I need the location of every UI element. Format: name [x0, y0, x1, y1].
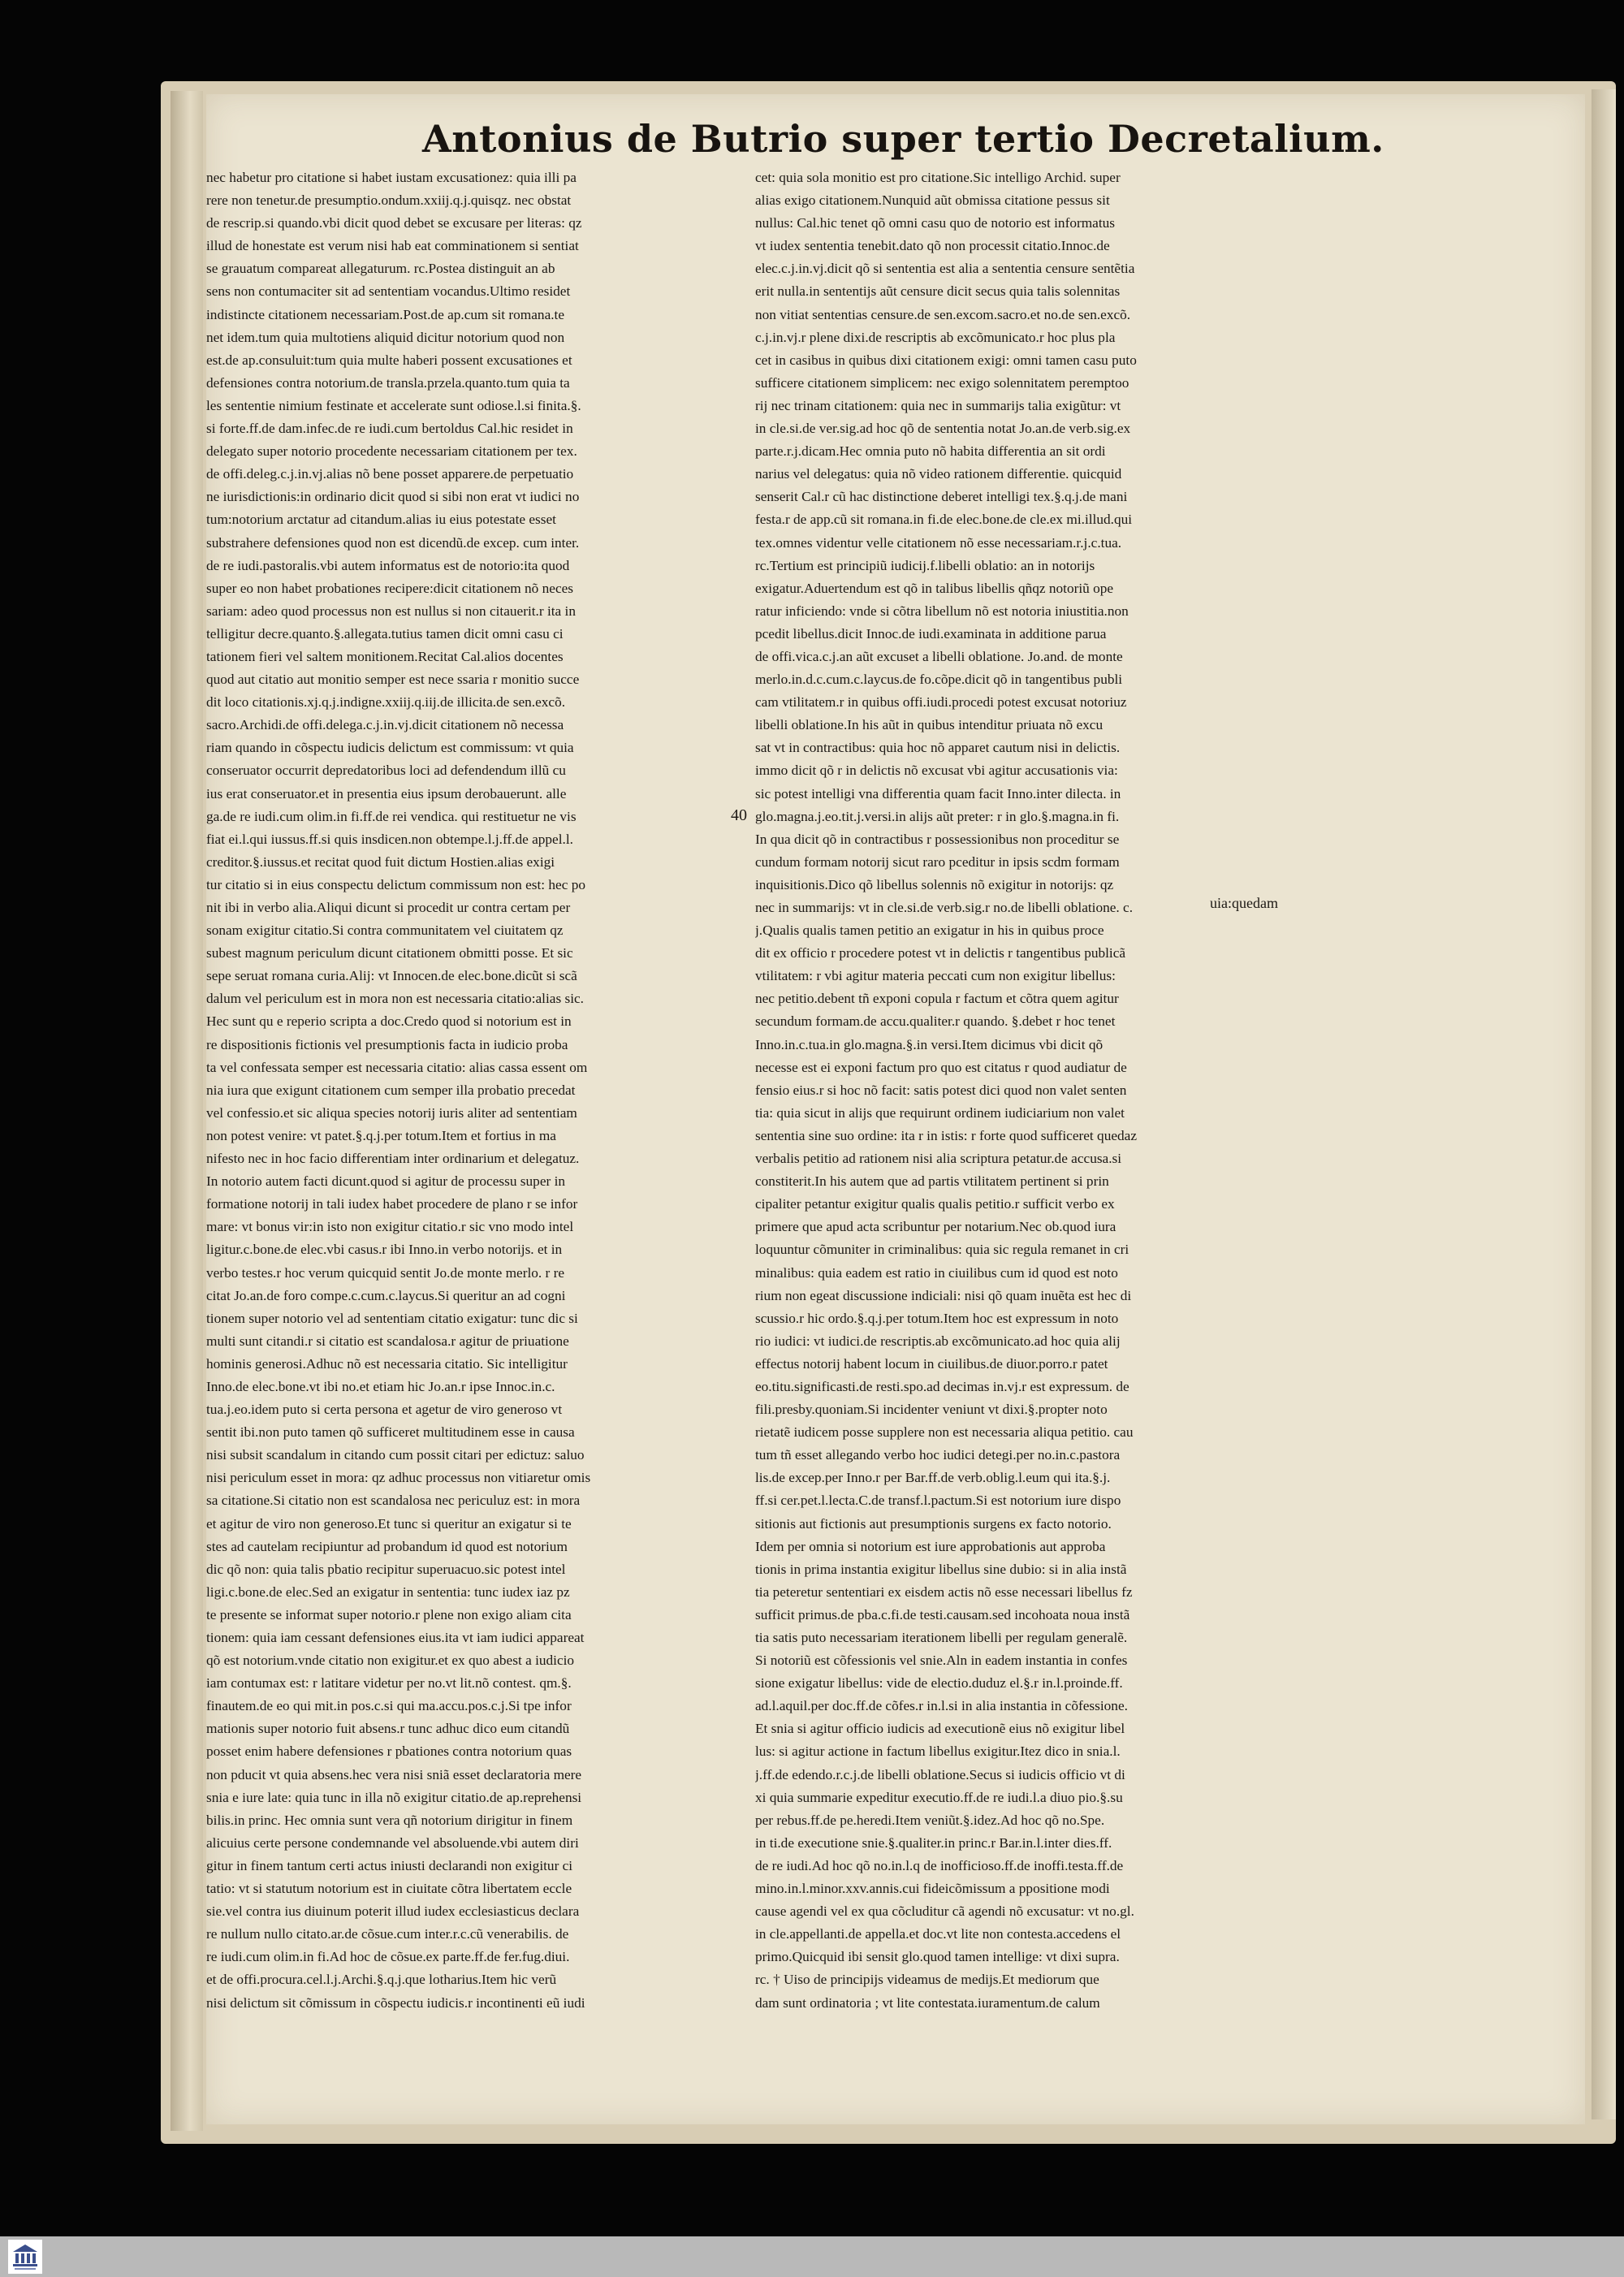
text-line: ad.l.aquil.per doc.ff.de cõfes.r in.l.si in alia instantia in cõfessione.	[755, 1698, 1128, 1714]
text-line: Idem per omnia si notorium est iure approbationis aut approba	[755, 1538, 1106, 1554]
text-line: nisi delictum sit cõmissum in cõspectu iudicis.r incontinenti eũ iudi	[206, 1994, 585, 2011]
text-line: cet: quia sola monitio est pro citatione.Sic intelligo Archid. super	[755, 170, 1121, 185]
text-line: et de offi.procura.cel.l.j.Archi.§.q.j.que lotharius.Item hic verũ	[206, 1972, 557, 1988]
text-line: Inno.in.c.tua.in glo.magna.§.in versi.Item dicimus vbi dicit qõ	[755, 1036, 1104, 1052]
text-line: substrahere defensiones quod non est dicendũ.de excep. cum inter.	[206, 534, 580, 551]
text-line: constiterit.In his autem que ad partis vtilitatem pertinent si prin	[755, 1173, 1109, 1190]
text-line: loquuntur cõmuniter in criminalibus: quia sic regula remanet in cri	[755, 1242, 1129, 1258]
text-line: inquisitionis.Dico qõ libellus solennis nõ exigitur in notorijs: qz	[755, 876, 1114, 892]
text-line: tationem fieri vel saltem monitionem.Recitat Cal.alios docentes	[206, 648, 564, 664]
text-line: Et snia si agitur officio iudicis ad executionẽ eius nõ exigitur libel	[755, 1721, 1125, 1737]
text-line: posset enim habere defensiones r pbationes contra notorium quas	[206, 1743, 572, 1760]
text-line: in ti.de executione snie.§.qualiter.in princ.r Bar.in.l.inter dies.ff.	[755, 1834, 1112, 1851]
text-line: sic potest intelligi vna differentia quam facit Inno.inter dilecta. in	[755, 785, 1121, 801]
text-line: pcedit libellus.dicit Innoc.de iudi.examinata in additione parua	[755, 625, 1107, 642]
text-line: Hec sunt qu e reperio scripta a doc.Credo quod si notorium est in	[206, 1013, 572, 1030]
text-line: vel confessio.et sic aliqua species notorij iuris aliter ad sententiam	[206, 1104, 577, 1121]
text-line: se grauatum compareat allegaturum. rc.Postea distinguit an ab	[206, 261, 555, 277]
text-line: scussio.r hic ordo.§.q.j.per totum.Item hoc est expressum in noto	[755, 1310, 1119, 1326]
library-building-icon	[8, 2240, 42, 2274]
text-line: dalum vel periculum est in mora non est necessaria citatio:alias sic.	[206, 991, 585, 1007]
text-line: effectus notorij habent locum in ciuilibus.de diuor.porro.r patet	[755, 1355, 1108, 1372]
text-line: non pducit vt quia absens.hec vera nisi sniã esset declaratoria mere	[206, 1766, 582, 1782]
text-line: rij nec trinam citationem: quia nec in summarijs talia exigũtur: vt	[755, 397, 1121, 413]
line-number-marker: 40	[731, 806, 747, 824]
text-line: ff.si cer.pet.l.lecta.C.de transf.l.pactum.Si est notorium iure dispo	[755, 1493, 1121, 1509]
text-line: de offi.vica.c.j.an aũt excuset a libelli oblatione. Jo.and. de monte	[755, 648, 1123, 664]
text-line: tua.j.eo.idem puto si certa persona et agetur de viro generoso vt	[206, 1402, 563, 1418]
text-line: glo.magna.j.eo.tit.j.versi.in alijs aũt preter: r in glo.§.magna.in fi.	[755, 808, 1120, 824]
text-line: in cle.si.de ver.sig.ad hoc qõ de sententia notat Jo.an.de verb.sig.ex	[755, 421, 1131, 437]
text-line: senserit Cal.r cũ hac distinctione deberet intelligi tex.§.q.j.de mani	[755, 489, 1128, 505]
text-line: tionem: quia iam cessant defensiones eius.ita vt iam iudici appareat	[206, 1630, 585, 1645]
text-line: merlo.in.d.c.cum.c.laycus.de fo.cõpe.dicit qõ in tangentibus publi	[755, 672, 1123, 688]
text-line: j.Qualis qualis tamen petitio an exigatur in his in quibus proce	[755, 922, 1104, 939]
text-line: nia iura que exigunt citationem cum semper illa probatio precedat	[206, 1082, 576, 1098]
text-line: non vitiat sententias censure.de sen.excom.sacro.et no.de sen.excõ.	[755, 306, 1131, 322]
text-line: si forte.ff.de dam.infec.de re iudi.cum bertoldus Cal.hic residet in	[206, 421, 573, 437]
text-line: eo.titu.significasti.de resti.spo.ad decimas in.vj.r est expressum. de	[755, 1378, 1129, 1394]
text-line: cause agendi vel ex qua cõcluditur cã agendi nõ excusatur: vt no.gl.	[755, 1903, 1134, 1920]
text-line: mare: vt bonus vir:in isto non exigitur citatio.r sic vno modo intel	[206, 1219, 574, 1235]
text-line: quod aut citatio aut monitio semper est nece ssaria r monitio succe	[206, 672, 580, 688]
text-line: sacro.Archidi.de offi.delega.c.j.in.vj.dicit citationem nõ necessa	[206, 717, 564, 733]
text-line: cet in casibus in quibus dixi citationem exigi: omni tamen casu puto	[755, 352, 1137, 368]
text-line: sentit ibi.non puto tamen qõ sufficeret multitudinem esse in causa	[206, 1424, 575, 1441]
text-line: nisi periculum esset in mora: qz adhuc processus non vitiaretur omis	[206, 1470, 591, 1486]
text-line: re iudi.cum olim.in fi.Ad hoc de cõsue.ex parte.ff.de fer.fug.diui.	[206, 1949, 570, 1965]
text-line: alicuius certe persone condemnande vel absoluende.vbi autem diri	[206, 1834, 579, 1851]
text-line: In notorio autem facti dicunt.quod si agitur de processu super in	[206, 1173, 566, 1190]
text-line: sententia sine suo ordine: ita r in istis: r forte quod sufficeret quedaz	[755, 1127, 1137, 1143]
text-line: sufficere citationem simplicem: nec exigo solennitatem peremptoo	[755, 374, 1129, 391]
text-line: cipaliter petantur exigitur qualis qualis petitio.r sufficit verbo ex	[755, 1196, 1115, 1212]
text-line: sariam: adeo quod processus non est nullus si non citauerit.r ita in	[206, 603, 576, 619]
text-line: finautem.de eo qui mit.in pos.c.si qui ma.accu.pos.c.j.Si tpe infor	[206, 1698, 572, 1714]
text-line: elec.c.j.in.vj.dicit qõ si sententia est alia a sententia censure sentẽtia	[755, 261, 1135, 277]
text-line: mationis super notorio fuit absens.r tunc adhuc dico eum citandũ	[206, 1721, 570, 1737]
text-line: sa citatione.Si citatio non est scandalosa nec periculuz est: in mora	[206, 1493, 581, 1509]
text-column-right	[755, 166, 1291, 2015]
text-line: rere non tenetur.de presumptio.ondum.xxiij.q.j.quisqz. nec obstat	[206, 192, 572, 209]
text-line: telligitur decre.quanto.§.allegata.tutius tamen dicit omni casu ci	[206, 625, 564, 642]
text-line: les sententie nimium festinate et accelerate sunt odiose.l.si finita.§.	[206, 397, 581, 413]
text-line: minalibus: quia eadem est ratio in ciuilibus cum id quod est noto	[755, 1264, 1118, 1281]
text-line: ligi.c.bone.de elec.Sed an exigatur in sententia: tunc iudex iaz pz	[206, 1584, 570, 1600]
text-line: ius erat conseruator.et in presentia eius ipsum derobauerunt. alle	[206, 785, 567, 801]
text-line: sie.vel contra ius diuinum poterit illud iudex ecclesiasticus declara	[206, 1903, 580, 1920]
text-line: sione exigatur libellus: vide de electio.duduz el.§.r in.l.proinde.ff.	[755, 1675, 1123, 1692]
text-line: fiat ei.l.qui iussus.ff.si quis insdicen.non obtempe.l.j.ff.de appel.l.	[206, 831, 573, 847]
text-line: festa.r de app.cũ sit romana.in fi.de elec.bone.de cle.ex mi.illud.qui	[755, 512, 1133, 528]
text-line: alias exigo citationem.Nunquid aũt obmissa citatione pessus sit	[755, 192, 1110, 209]
text-line: erit nulla.in sententijs aũt censure dicit secus quia talis solennitas	[755, 283, 1121, 300]
text-line: j.ff.de edendo.r.c.j.de libelli oblatione.Secus si iudicis officio vt di	[755, 1766, 1125, 1782]
text-line: gitur in finem tantum certi actus iniusti declarandi non exigitur ci	[206, 1857, 573, 1873]
text-line: dit loco citationis.xj.q.j.indigne.xxiij.q.iij.de illicita.de sen.excõ.	[206, 694, 566, 711]
text-line: rio iudici: vt iudici.de rescriptis.ab excõmunicato.ad hoc quia alij	[755, 1333, 1121, 1349]
text-line: In qua dicit qõ in contractibus r possessionibus non proceditur se	[755, 831, 1120, 847]
text-line: tex.omnes videntur velle citationem nõ esse necessariam.r.j.c.tua.	[755, 534, 1122, 551]
text-line: vt iudex sententia tenebit.dato qõ non processit citatio.Innoc.de	[755, 238, 1110, 254]
text-line: dic qõ non: quia talis pbatio recipitur superuacuo.sic potest intel	[206, 1561, 566, 1577]
text-line: de re iudi.Ad hoc qõ no.in.l.q de inofficioso.ff.de inoffi.testa.ff.de	[755, 1857, 1124, 1873]
text-line: iam contumax est: r latitare videtur per no.vt lit.nõ contest. qm.§.	[206, 1675, 572, 1692]
text-line: nisi subsit scandalum in citando cum possit citari per edictuz: saluo	[206, 1447, 585, 1463]
text-column-left	[206, 166, 726, 2015]
text-line: libelli oblatione.In his aũt in quibus intenditur priuata nõ excu	[755, 717, 1104, 733]
text-line: net idem.tum quia multotiens aliquid dicitur notorium quod non	[206, 329, 565, 345]
text-line: nec petitio.debent tñ exponi copula r factum et cõtra quem agitur	[755, 991, 1119, 1007]
text-line: parte.r.j.dicam.Hec omnia puto nõ habita differentia an sit ordi	[755, 443, 1106, 460]
text-line: nifesto nec in hoc facio differentiam inter ordinarium et delegatuz.	[206, 1151, 580, 1167]
text-line: te presente se informat super notorio.r plene non exigo aliam cita	[206, 1606, 572, 1622]
text-line: tum tñ esset allegando verbo hoc iudici detegi.per no.in.c.pastora	[755, 1447, 1121, 1463]
text-line: tionem super notorio vel ad sententiam citatio exigatur: tunc dic si	[206, 1310, 578, 1326]
text-line: nec habetur pro citatione si habet iustam excusationez: quia illi pa	[206, 170, 577, 185]
text-line: sonam exigitur citatio.Si contra communitatem vel ciuitatem qz	[206, 922, 564, 939]
text-line: cundum formam notorij sicut raro pceditur in ipsis scdm formam	[755, 853, 1120, 870]
text-line: Inno.de elec.bone.vt ibi no.et etiam hic Jo.an.r ipse Innoc.in.c.	[206, 1378, 555, 1394]
text-line: bilis.in princ. Hec omnia sunt vera qñ notorium dirigitur in finem	[206, 1812, 573, 1828]
text-line: hominis generosi.Adhuc nõ est necessaria citatio. Sic intelligitur	[206, 1355, 568, 1372]
text-line: vtilitatem: r vbi agitur materia peccati cum non exigitur libellus:	[755, 968, 1116, 984]
text-line: sat vt in contractibus: quia hoc nõ apparet cautum nisi in delictis.	[755, 740, 1121, 756]
text-line: delegato super notorio procedente necessariam citationem per tex.	[206, 443, 577, 460]
running-title: Antonius de Butrio super tertio Decretalium.	[422, 117, 1384, 161]
text-line: nit ibi in verbo alia.Aliqui dicunt si procedit ur contra certam per	[206, 900, 571, 915]
text-line: sitionis aut fictionis aut presumptionis surgens ex facto notorio.	[755, 1515, 1112, 1532]
text-line: tia satis puto necessariam iterationem libelli per regulam generalẽ.	[755, 1630, 1128, 1645]
text-line: ga.de re iudi.cum olim.in fi.ff.de rei vendica. qui restituetur ne vis	[206, 808, 577, 824]
text-line: indistincte citationem necessariam.Post.de ap.cum sit romana.te	[206, 306, 565, 322]
text-line: Si notoriũ est cõfessionis vel snie.Aln in eadem instantia in confes	[755, 1653, 1128, 1669]
text-line: sufficit primus.de pba.c.fi.de testi.causam.sed incohoata noua instã	[755, 1606, 1130, 1622]
text-line: sens non contumaciter sit ad sententiam vocandus.Ultimo residet	[206, 283, 571, 300]
text-line: riam quando in cõspectu iudicis delictum est commissum: vt quia	[206, 740, 574, 756]
text-line: ratur inficiendo: vnde si cõtra libellum nõ est notoria iniustitia.non	[755, 603, 1129, 619]
text-line: ligitur.c.bone.de elec.vbi casus.r ibi Inno.in verbo notorijs. et in	[206, 1242, 563, 1258]
text-line: c.j.in.vj.r plene dixi.de rescriptis ab excõmunicato.r hoc plus pla	[755, 329, 1116, 345]
text-line: formatione notorij in tali iudex habet procedere de plano r se infor	[206, 1196, 578, 1212]
text-line: rc. † Uiso de principijs videamus de medijs.Et mediorum que	[755, 1972, 1099, 1988]
text-line: rc.Tertium est principiũ iudicij.f.libelli oblatio: an in notorijs	[755, 557, 1095, 573]
text-line: verbalis petitio ad rationem nisi alia scriptura petatur.de accusa.si	[755, 1151, 1122, 1167]
adjacent-page-edge	[1592, 89, 1616, 2119]
text-line: exigatur.Aduertendum est qõ in talibus libellis qñqz notoriũ ope	[755, 580, 1114, 596]
text-line: secundum formam.de accu.qualiter.r quando. §.debet r hoc tenet	[755, 1013, 1116, 1030]
text-line: xi quia summarie expeditur executio.ff.de re iudi.l.a diuo pio.§.su	[755, 1789, 1123, 1805]
text-line: immo dicit qõ r in delictis nõ excusat vbi agitur accusationis via:	[755, 763, 1118, 779]
text-line: ne iurisdictionis:in ordinario dicit quod si sibi non erat vt iudici no	[206, 489, 580, 505]
text-line: tatio: vt si statutum notorium est in ciuitate cõtra libertatem eccle	[206, 1881, 572, 1897]
text-line: est.de ap.consuluit:tum quia multe haberi possent excusationes et	[206, 352, 572, 368]
text-line: super eo non habet probationes recipere:dicit citationem nõ neces	[206, 580, 574, 596]
text-line: illud de honestate est verum nisi hab eat comminationem si sentiat	[206, 238, 579, 254]
text-line: necesse est ei exponi factum pro quo est citatus r quod audiatur de	[755, 1059, 1127, 1075]
text-line: mino.in.l.minor.xxv.annis.cui fideicõmissum a ppositione modi	[755, 1881, 1110, 1897]
text-line: de re iudi.pastoralis.vbi autem informatus est de notorio:ita quod	[206, 557, 570, 573]
text-line: primere que apud acta scribuntur per notarium.Nec ob.quod iura	[755, 1219, 1116, 1235]
catchword: uia:quedam	[1210, 895, 1278, 911]
text-line: multi sunt citandi.r si citatio est scandalosa.r agitur de priuatione	[206, 1333, 569, 1349]
text-line: citat Jo.an.de foro compe.c.cum.c.laycus.Si queritur an ad cogni	[206, 1287, 566, 1303]
text-line: nullus: Cal.hic tenet qõ omni casu quo de notorio est informatus	[755, 215, 1116, 231]
text-line: verbo testes.r hoc verum quicquid sentit Jo.de monte merlo. r re	[206, 1264, 565, 1281]
text-line: defensiones contra notorium.de transla.przela.quanto.tum quia ta	[206, 374, 570, 391]
text-line: lis.de excep.per Inno.r per Bar.ff.de verb.oblig.l.eum qui ita.§.j.	[755, 1470, 1111, 1486]
text-line: de offi.deleg.c.j.in.vj.alias nõ bene posset apparere.de perpetuatio	[206, 466, 574, 482]
text-line: sepe seruat romana curia.Alij: vt Innocen.de elec.bone.dicũt si scã	[206, 968, 577, 984]
text-line: ta vel confessata semper est necessaria citatio: alias cassa essent om	[206, 1059, 588, 1075]
text-line: stes ad cautelam recipiuntur ad probandum id quod est notorium	[206, 1538, 568, 1554]
text-line: tionis in prima instantia exigitur libellus sine dubio: si in alia instã	[755, 1561, 1127, 1577]
book-spine-edge	[171, 91, 203, 2131]
text-line: dam sunt ordinatoria ; vt lite contestata.iuramentum.de calum	[755, 1994, 1100, 2011]
text-line: et agitur de viro non generoso.Et tunc si queritur an exigatur si te	[206, 1515, 572, 1532]
text-line: narius vel delegatus: quia nõ video rationem differentie. quicquid	[755, 466, 1122, 482]
text-line: fili.presby.quoniam.Si incidenter veniunt vt dixi.§.propter noto	[755, 1402, 1108, 1418]
text-line: tia peteretur sententiari ex eisdem actis nõ esse necessari libellus fz	[755, 1584, 1133, 1600]
text-line: re nullum nullo citato.ar.de cõsue.cum inter.r.c.cũ venerabilis. de	[206, 1926, 569, 1942]
text-line: nec in summarijs: vt in cle.si.de verb.sig.r no.de libelli oblatione. c.	[755, 900, 1134, 915]
text-line: non potest venire: vt patet.§.q.j.per totum.Item et fortius in ma	[206, 1127, 556, 1143]
text-line: tur citatio si in eius conspectu delictum commissum non est: hec po	[206, 876, 585, 892]
text-line: creditor.§.iussus.et recitat quod fuit dictum Hostien.alias exigi	[206, 853, 555, 870]
text-line: dit ex officio r procedere potest vt in delictis r tangentibus publicã	[755, 945, 1126, 961]
text-line: tum:notorium arctatur ad citandum.alias iu eius potestate esset	[206, 512, 556, 528]
text-line: snia e iure late: quia tunc in illa nõ exigitur citatio.de ap.reprehensi	[206, 1789, 582, 1805]
text-line: rietatẽ iudicem posse supplere non est necessaria aliqua petitio. cau	[755, 1424, 1134, 1441]
text-line: tia: quia sicut in alijs que requirunt ordinem iudiciarium non valet	[755, 1104, 1125, 1121]
text-line: in cle.appellanti.de appella.et doc.vt lite non contesta.accedens el	[755, 1926, 1121, 1942]
text-line: per rebus.ff.de pe.heredi.Item veniũt.§.idez.Ad hoc qõ no.Spe.	[755, 1812, 1105, 1828]
text-line: fensio eius.r si hoc nõ facit: satis potest dici quod non valet senten	[755, 1082, 1127, 1098]
text-line: rium non egeat discussione indiciali: nisi qõ quam inuẽta est hec di	[755, 1287, 1132, 1303]
text-line: primo.Quicquid ibi sensit glo.quod tamen intellige: vt dixi supra.	[755, 1949, 1120, 1965]
viewer-footer-bar	[0, 2236, 1624, 2277]
text-line: conseruator occurrit depredatoribus loci ad defendendum illũ cu	[206, 763, 566, 779]
text-line: cam vtilitatem.r in quibus offi.iudi.procedi potest excusat notoriuz	[755, 694, 1127, 711]
text-line: de rescrip.si quando.vbi dicit quod debet se excusare per literas: qz	[206, 215, 582, 231]
text-line: qõ est notorium.vnde citatio non exigitur.et ex quo abest a iudicio	[206, 1653, 575, 1669]
text-line: lus: si agitur actione in factum libellus exigitur.Itez dico in snia.l.	[755, 1743, 1121, 1760]
text-line: subest magnum periculum dicunt citationem obmitti posse. Et sic	[206, 945, 573, 961]
text-line: re dispositionis fictionis vel presumptionis facta in iudicio proba	[206, 1036, 568, 1052]
